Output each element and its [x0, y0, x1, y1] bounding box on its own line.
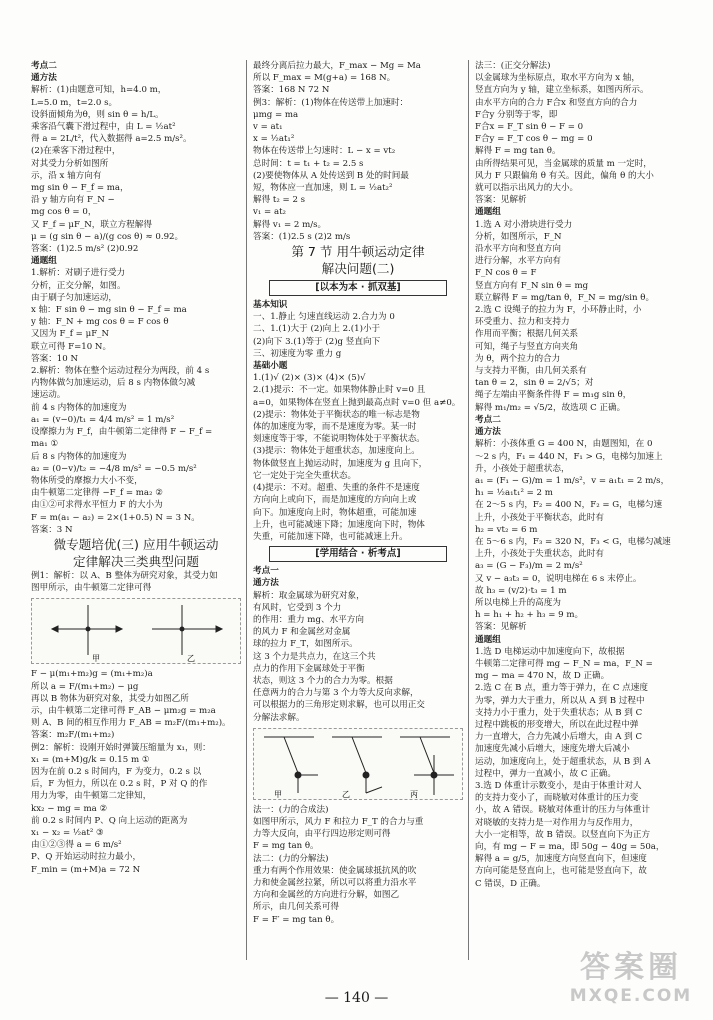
- text-line: F_N cos θ = F: [475, 268, 537, 279]
- text-line: 内物体做匀加速运动，后 8 s 内物体做匀减: [31, 378, 196, 389]
- text-line: 解得 a = g/5，加速度方向竖直向下，但速度: [475, 854, 647, 865]
- column-left: [31, 60, 241, 960]
- text-line: (2)在乘客下滑过程中，: [31, 146, 121, 157]
- text-line: 沿 y 轴方向有 F_N −: [31, 195, 115, 206]
- text-line: 解得 F = mg tan θ。: [475, 146, 561, 157]
- text-line: F = m(a₁ − a₂) = 2×(1+0.5) N = 3 N。: [31, 512, 200, 523]
- text-line: 的作用：重力 mg、水平方向: [253, 614, 364, 625]
- text-line: 所以 a = F/(m₁+m₂) − μg: [31, 681, 139, 692]
- text-line: v₁ = at₂: [253, 207, 286, 218]
- text-line: F = F′ = mg tan θ。: [253, 914, 340, 925]
- page-number: — 140 —: [324, 990, 389, 1006]
- text-line: 速运动。: [31, 390, 66, 401]
- text-line: 刻速度等于零，不能说明物体处于平衡状态。: [253, 434, 425, 445]
- section-heading: 通方法: [253, 578, 279, 589]
- text-line: 对其受力分析如图所: [31, 158, 109, 169]
- text-line: (3)提示：物体处于超重状态，加速度向上。: [253, 446, 420, 457]
- text-line: 风力 F 只跟偏角 θ 有关。因此，偏角 θ 的大小: [475, 170, 654, 181]
- section-heading: 考点二: [475, 414, 501, 425]
- svg-text:甲: 甲: [92, 654, 100, 664]
- chapter-title: 微专题培优(三) 应用牛顿运动: [53, 536, 219, 552]
- text-line: 方向可能是竖直向上，也可能是竖直向下，故: [475, 866, 647, 877]
- section-heading: 通方法: [475, 427, 501, 438]
- text-line: 向下。加速度向上时，物体超重，可能加速: [253, 507, 417, 518]
- text-line: 力等大反向，由平行四边形定则可得: [253, 829, 391, 840]
- section-heading: 基本知识: [253, 300, 288, 311]
- text-line: 竖直方向为 y 轴，建立坐标系，如图丙所示。: [475, 85, 649, 96]
- text-line: a₁ = (F₁ − G)/m = 1 m/s²，v = a₁t₁ = 2 m/s，: [475, 475, 670, 486]
- text-line: x = ½at₁²: [253, 134, 295, 145]
- text-line: 最终分离后拉力最大，F_max − Mg = Ma: [253, 61, 421, 71]
- text-line: 用力为零，由牛顿第二定律知，: [31, 791, 152, 802]
- text-line: 向，有 mg − F = ma，即 50g − 40g = 50a，: [475, 842, 665, 852]
- text-line: L=5.0 m，t=2.0 s。: [31, 97, 118, 108]
- column-middle: [253, 60, 463, 960]
- text-line: μ = (g sin θ − a)/(g cos θ) ≈ 0.92。: [31, 231, 184, 242]
- text-line: ～2 s 内，F₁ = 440 N，F₁ > G，电梯匀加速上: [475, 451, 663, 462]
- text-line: 短，物体应一直加速，则 L = ½at₂²: [253, 183, 393, 194]
- text-line: 点力的作用下金属球处于平衡: [253, 663, 365, 674]
- text-line: 则 A、B 间的相互作用力 F_AB = m₂F/(m₁+m₂)。: [31, 718, 231, 729]
- text-line: 联立解得 F = mg/tan θ，F_N = mg/sin θ。: [475, 292, 655, 303]
- text-line: 可知，绳子与竖直方向夹角: [475, 341, 579, 352]
- text-line: 在 2～5 s 内，F₂ = 400 N，F₂ = G，电梯匀速: [475, 500, 663, 511]
- text-line: 2.解析：物体在整个运动过程分为两段，前 4 s: [31, 366, 210, 377]
- text-line: 示，由牛顿第二定律可得 F_AB − μm₂g = m₂a: [31, 705, 216, 716]
- text-line: 法三：(正交分解法): [475, 61, 551, 71]
- section-heading: 考点一: [253, 566, 279, 577]
- text-line: 由牛顿第二定律得 −F_f = ma₂ ②: [31, 488, 163, 499]
- text-line: 3.选 D 体重计示数变小，是由于体重计对人: [475, 780, 642, 791]
- text-line: 又 F_f = μF_N，联立方程解得: [31, 219, 152, 230]
- text-line: 过程中，弹力一直减小，故 C 正确。: [475, 768, 616, 779]
- chapter-title: 第 7 节 用牛顿运动定律: [291, 244, 425, 260]
- text-line: 例1：解析：以 A、B 整体为研究对象，其受力如: [31, 570, 218, 581]
- text-line: 作用而平衡；根据几何关系: [475, 329, 579, 340]
- section-heading: 通方法: [31, 73, 57, 84]
- text-line: 所示，由几何关系可得: [253, 902, 339, 913]
- text-line: 所以电梯上升的高度为: [475, 597, 561, 608]
- text-line: 法一：(力的合成法): [253, 804, 329, 815]
- text-line: F = mg tan θ。: [253, 841, 319, 852]
- text-line: 的风力 F 和金属丝对金属: [253, 627, 351, 638]
- text-line: x 轴：F sin θ − mg sin θ − F_f = ma: [31, 305, 187, 316]
- text-line: 得 a = 2L/t²，代入数据得 a=2.5 m/s²。: [31, 134, 192, 145]
- text-line: μmg = ma: [253, 109, 299, 120]
- text-line: 物体在传送带上匀速时：L − x = vt₂: [253, 146, 396, 157]
- text-line: 上升，小孩处于失重状态，此时有: [475, 549, 604, 560]
- text-line: x₁ = (m+M)g/k = 0.15 m ①: [31, 754, 150, 765]
- text-line: kx₂ − mg = ma ②: [31, 803, 108, 814]
- text-line: 前 4 s 内物体的加速度为: [31, 402, 127, 413]
- text-line: 法二：(力的分解法): [253, 853, 329, 864]
- section-heading: 通题组: [475, 207, 501, 218]
- text-line: 竖直方向有 F_N sin θ = mg: [475, 280, 589, 291]
- text-line: a₁ = (v−0)/t₁ = 4/4 m/s² = 1 m/s²: [31, 414, 175, 425]
- text-line: 图甲所示，由牛顿第二定律可得: [31, 583, 152, 594]
- text-line: mg − ma = 470 N，故 D 正确。: [475, 671, 610, 682]
- text-line: 前 0.2 s 时间内 P、Q 向上运动的距离为: [31, 815, 188, 826]
- text-line: F合y 分别等于零，即: [475, 109, 558, 120]
- text-line: 支持力小于重力，处于失重状态；从 B 到 C: [475, 707, 643, 718]
- text-line: 如图甲所示，风力 F 和拉力 F_T 的合力与重: [253, 816, 424, 827]
- section-banner: [学用结合 · 析考点]: [269, 546, 447, 562]
- text-line: a₃ = (G − F₃)/m = 2 m/s²: [475, 561, 583, 572]
- text-line: mg cos θ = 0，: [31, 207, 97, 218]
- text-line: 与支持力平衡，由几何关系有: [475, 366, 587, 377]
- text-line: (2)提示：物体处于平衡状态的唯一标志是物: [253, 409, 420, 420]
- text-line: 1.解析：对刷子进行受力: [31, 268, 126, 279]
- text-line: 过程中跳板的形变增大，所以在此过程中弹: [475, 719, 639, 730]
- text-line: 在 5～6 s 内，F₃ = 320 N，F₃ < G，电梯匀减速: [475, 536, 671, 547]
- text-line: 牛顿第二定律可得 mg − F_N = ma，F_N =: [475, 658, 653, 669]
- text-line: 状态，则这 3 个力的合力为零。根据: [253, 675, 393, 686]
- text-line: F_min = (m+M)a = 72 N: [31, 864, 141, 875]
- text-line: C 错误，D 正确。: [475, 878, 546, 889]
- text-line: 绳子左端由平衡条件得 F = m₁g sin θ，: [475, 390, 632, 401]
- text-line: 答案：168 N 72 N: [253, 85, 330, 96]
- text-line: 它一定处于完全失重状态。: [253, 470, 357, 481]
- text-line: 又因为 F_f = μF_N: [31, 329, 109, 340]
- text-line: 后，F 为恒力，所以在 0.2 s 时，P 对 Q 的作: [31, 779, 208, 790]
- text-line: 答案：(1)2.5 s (2)2 m/s: [253, 231, 351, 242]
- text-line: 大小一定相等，故 B 错误。以竖直向下为正方: [475, 829, 651, 840]
- text-line: 设摩擦力为 F_f，由牛顿第二定律得 F − F_f =: [31, 427, 213, 438]
- text-line: 解析：(1)由题意可知，h=4.0 m，: [31, 85, 167, 96]
- text-line: 这 3 个力是共点力，在这三个共: [253, 651, 376, 662]
- text-line: 分解法求解。: [253, 712, 305, 723]
- text-line: 方向和金属丝的方向进行分解，如图乙: [253, 890, 400, 901]
- text-line: h = h₁ + h₂ + h₃ = 9 m。: [475, 610, 584, 621]
- text-line: 力一直增大，合力先减小后增大，由 A 到 C: [475, 732, 643, 743]
- text-line: 答案：m₂F/(m₁+m₂): [31, 730, 115, 741]
- text-line: 乘客沿气囊下滑过程中，由 L = ½at²: [31, 122, 176, 133]
- section-heading: 通题组: [31, 256, 57, 267]
- text-line: 答案：见解析: [475, 195, 527, 206]
- text-line: 上升，也可能减速下降；加速度向下时，物体: [253, 519, 425, 530]
- text-line: 二、1.(1)大于 (2)向上 2.(1)小于: [253, 324, 381, 335]
- text-line: 解得 t₂ = 2 s: [253, 195, 306, 206]
- text-line: mg sin θ − F_f = ma，: [31, 183, 129, 194]
- text-line: 为 θ，两个拉力的合力: [475, 353, 561, 364]
- text-line: v = at₁: [253, 122, 283, 133]
- text-line: 力和使金属丝拉紧，所以可以将重力沿水平: [253, 877, 417, 888]
- text-line: P、Q 开始运动时拉力最小，: [31, 852, 142, 863]
- text-line: ma₁ ①: [31, 439, 59, 450]
- text-line: 方向向上或向下，而是加速度的方向向上或: [253, 495, 417, 506]
- figure-diagram: [253, 728, 463, 800]
- text-line: 总时间：t = t₁ + t₂ = 2.5 s: [253, 158, 364, 169]
- text-line: 解得 v₁ = 2 m/s。: [253, 219, 327, 230]
- section-heading: 通题组: [475, 634, 501, 645]
- text-line: 例3：解析：(1)物体在传送带上加速时：: [253, 97, 409, 108]
- text-line: 1.选 A 对小滑块进行受力: [475, 219, 573, 230]
- text-line: a₂ = (0−v)/t₂ = −4/8 m/s² = −0.5 m/s²: [31, 463, 197, 474]
- text-line: 故 h₃ = (v/2)·t₃ = 1 m: [475, 585, 567, 596]
- text-line: 进行分解，水平方向有: [475, 256, 561, 267]
- text-line: 答案：见解析: [475, 622, 527, 633]
- text-line: 以金属球为坐标原点，取水平方向为 x 轴，: [475, 73, 640, 84]
- text-line: 答案：10 N: [31, 353, 78, 364]
- text-line: 分析，如图所示，F_N: [475, 231, 562, 242]
- text-line: 三、初速度为零 重力 g: [253, 348, 342, 359]
- text-line: 物体所受的摩擦力大小不变，: [31, 475, 143, 486]
- text-line: 由①②可求得水平恒力 F 的大小为: [31, 500, 163, 511]
- text-line: 解得 m₁/m₂ = √5/2，故选项 C 正确。: [475, 402, 626, 413]
- text-line: 运动，加速度向上，处于超重状态，从 B 到 A: [475, 756, 651, 767]
- text-line: 由①②③得 a = 6 m/s²: [31, 840, 122, 851]
- column-divider: [246, 60, 247, 960]
- text-line: tan θ = 2，sin θ = 2/√5；对: [475, 378, 594, 389]
- section-banner: [以本为本 · 抓双基]: [269, 280, 447, 296]
- text-line: 解析：小孩体重 G = 400 N，由题图知，在 0: [475, 439, 653, 450]
- text-line: 环受重力、拉力和支持力: [475, 317, 570, 328]
- text-line: F − μ(m₁+m₂)g = (m₁+m₂)a: [31, 669, 153, 680]
- text-line: 球的拉力 F_T，如图所示。: [253, 639, 358, 650]
- svg-text:甲: 甲: [274, 789, 282, 799]
- svg-text:丙: 丙: [410, 789, 418, 799]
- text-line: 升，小孩处于超重状态，: [475, 463, 570, 474]
- text-line: 因为在前 0.2 s 时间内，F 为变力，0.2 s 以: [31, 766, 202, 777]
- text-line: h₁ = ½a₁t₁² = 2 m: [475, 488, 553, 499]
- text-line: 物体做竖直上抛运动时，加速度为 g 且向下，: [253, 458, 428, 469]
- text-line: 再以 B 物体为研究对象，其受力如图乙所: [31, 693, 189, 704]
- text-line: 例2：解析：设刚开始时弹簧压缩量为 x₁，则：: [31, 742, 211, 753]
- text-line: 加速度先减小后增大，速度先增大后减小: [475, 744, 630, 755]
- text-line: 2.(1)提示：不一定。如果物体静止时 v=0 且: [253, 385, 426, 396]
- column-divider: [468, 60, 469, 960]
- text-line: 小，故 A 错误。晓敏对体重计的压力与体重计: [475, 805, 650, 816]
- text-line: 联立可得 F=10 N。: [31, 341, 112, 352]
- text-line: 分析，正交分解，如图。: [31, 280, 126, 291]
- text-line: 2.选 C 设绳子的拉力为 F，小环静止时，小: [475, 305, 642, 316]
- watermark-site-text: MXQE.COM: [569, 986, 693, 1006]
- text-line: 一、1.静止 匀速直线运动 2.合力为 0: [253, 312, 395, 323]
- text-line: 为零，弹力大于重力，所以从 A 到 B 过程中: [475, 695, 645, 706]
- chapter-title: 定律解决三类典型问题: [73, 553, 199, 569]
- text-line: 有风时，它受到 3 个力: [253, 602, 342, 613]
- text-line: 解析：取金属球为研究对象，: [253, 590, 365, 601]
- text-line: 由所得结果可见，当金属球的质量 m 一定时，: [475, 158, 652, 169]
- text-line: (4)提示：不对。超重、失重的条件不是速度: [253, 483, 420, 494]
- text-line: F合x = F_T sin θ − F = 0: [475, 122, 584, 133]
- text-line: 的支持力变小了，而晓敏对体重计的压力变: [475, 793, 639, 804]
- text-line: 体的加速度为零，而不是速度为零。某一时: [253, 422, 417, 433]
- text-line: 示，沿 x 轴方向有: [31, 170, 102, 181]
- text-line: 沿水平方向和竖直方向: [475, 244, 561, 255]
- text-line: 就可以指示出风力的大小。: [475, 183, 579, 194]
- watermark: [561, 950, 701, 1012]
- text-line: 设斜面倾角为θ，则 sin θ = h/L。: [31, 109, 164, 120]
- text-line: 重力有两个作用效果：使金属球抵抗风的吹: [253, 865, 417, 876]
- section-heading: 考点二: [31, 61, 57, 71]
- svg-text:乙: 乙: [342, 789, 350, 799]
- chapter-title: 解决问题(二): [321, 261, 395, 277]
- text-line: (2)向下 3.(1)等于 (2)g 竖直向下: [253, 336, 381, 347]
- text-line: 失重，可能加速下降，也可能减速上升。: [253, 531, 408, 542]
- text-line: 1.选 D 电梯运动中加速度向下，故根据: [475, 646, 625, 657]
- text-line: h₂ = vt₂ = 6 m: [475, 524, 538, 535]
- text-line: 由于刷子匀加速运动，: [31, 292, 117, 303]
- text-line: 可以根据力的三角形定则求解，也可以用正交: [253, 700, 425, 711]
- text-line: a=0，如果物体在竖直上抛到最高点时 v=0 但 a≠0。: [253, 397, 461, 408]
- text-line: 所以 F_max = M(g+a) = 168 N。: [253, 73, 396, 84]
- text-line: 由水平方向的合力 F合x 和竖直方向的合力: [475, 97, 638, 108]
- figure-diagram: [31, 598, 241, 664]
- section-heading: 基础小题: [253, 361, 288, 372]
- text-line: 1.(1)√ (2)× (3)× (4)× (5)√: [253, 373, 366, 384]
- text-line: 答案：(1)2.5 m/s² (2)0.92: [31, 244, 139, 255]
- text-line: 又 v − a₃t₃ = 0，说明电梯在 6 s 末停止。: [475, 573, 642, 584]
- svg-text:乙: 乙: [187, 654, 195, 664]
- text-line: 任意两力的合力与第 3 个力等大反向求解，: [253, 688, 419, 699]
- text-line: 答案：3 N: [31, 524, 73, 535]
- text-line: F合y = F_T cos θ − mg = 0: [475, 134, 593, 145]
- text-line: 2.选 C 在 B 点，重力等于弹力，在 C 点速度: [475, 683, 648, 694]
- watermark-logo-text: 答案圈: [580, 950, 682, 985]
- text-line: y 轴：F_N + mg cos θ = F cos θ: [31, 317, 169, 328]
- text-line: (2)要使物体从 A 处传送到 B 处的时间最: [253, 170, 409, 181]
- text-line: 对晓敏的支持力是一对作用力与反作用力，: [475, 817, 639, 828]
- text-line: x₁ − x₂ = ½at² ③: [31, 827, 104, 838]
- text-line: 后 8 s 内物体的加速度为: [31, 451, 127, 462]
- column-right: [475, 60, 685, 960]
- text-line: 上升，小孩处于平衡状态，此时有: [475, 512, 604, 523]
